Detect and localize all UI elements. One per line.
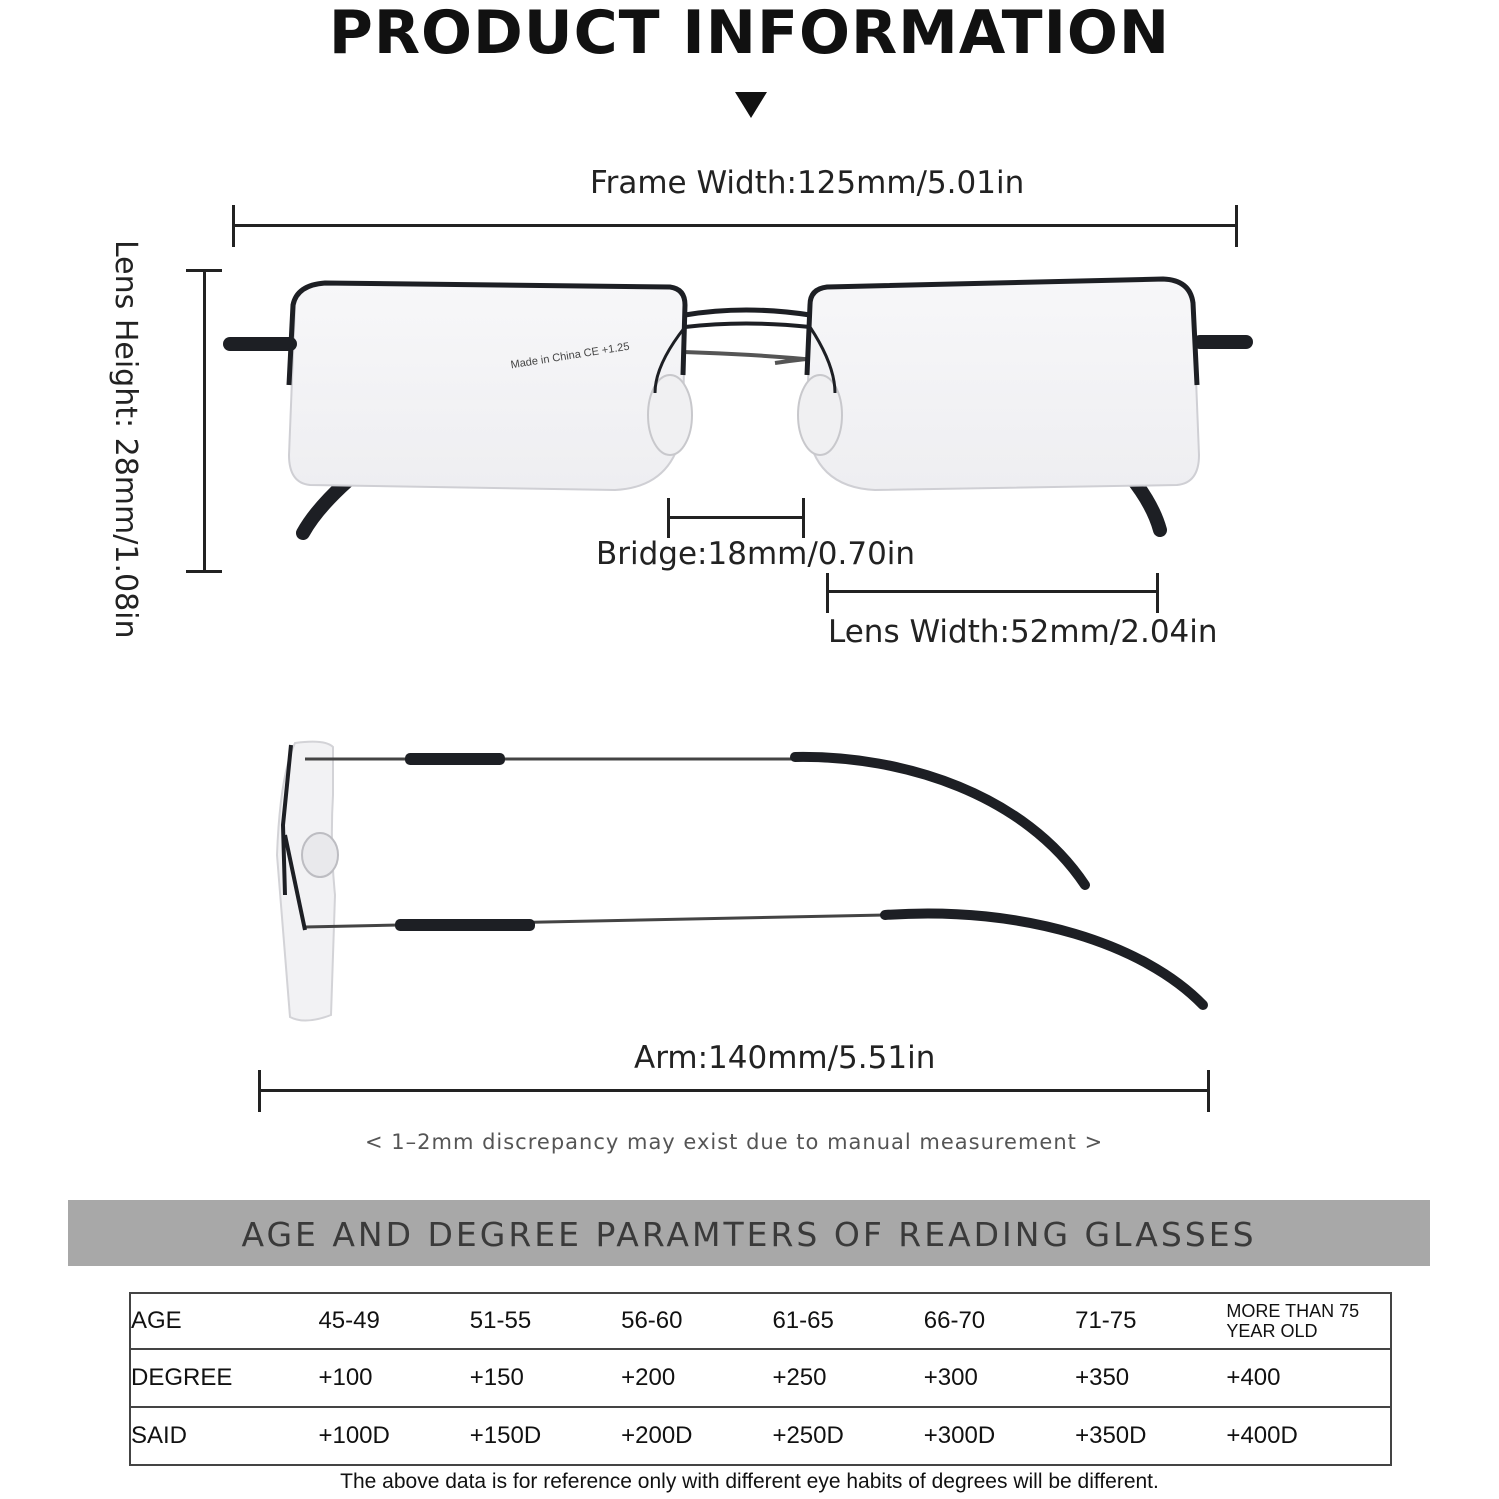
glasses-front-view — [215, 265, 1265, 575]
table-cell: +350D — [1075, 1407, 1226, 1465]
table-cell: MORE THAN 75 YEAR OLD — [1226, 1293, 1391, 1349]
age-degree-table — [129, 1292, 1392, 1466]
lens-width-label: Lens Width:52mm/2.04in — [828, 614, 1218, 650]
table-cell: +150D — [470, 1407, 621, 1465]
table-cell: 71-75 — [1075, 1293, 1226, 1349]
arm-tick-left — [258, 1070, 261, 1112]
table-cell: +100D — [282, 1407, 469, 1465]
row-label: DEGREE — [130, 1349, 282, 1407]
table-cell: +200 — [621, 1349, 772, 1407]
table-cell: +300 — [924, 1349, 1075, 1407]
table-cell: +100 — [282, 1349, 469, 1407]
arm-line — [260, 1089, 1210, 1092]
table-cell: +400 — [1226, 1349, 1391, 1407]
frame-width-tick-right — [1235, 205, 1238, 247]
table-cell: +200D — [621, 1407, 772, 1465]
table-row — [130, 1349, 1391, 1407]
row-label: AGE — [130, 1293, 282, 1349]
arm-tick-right — [1207, 1070, 1210, 1112]
lens-height-line — [203, 270, 206, 572]
frame-width-tick-left — [232, 205, 235, 247]
frame-width-line — [233, 224, 1238, 227]
page-title: PRODUCT INFORMATION — [328, 0, 1171, 68]
table-cell: 56-60 — [621, 1293, 772, 1349]
bridge-tick-left — [667, 498, 670, 538]
lens-height-label: Lens Height: 28mm/1.08in — [108, 240, 143, 639]
lens-width-tick-right — [1156, 573, 1159, 613]
table-cell: 66-70 — [924, 1293, 1075, 1349]
bridge-label: Bridge:18mm/0.70in — [596, 536, 916, 572]
table-cell: 61-65 — [772, 1293, 923, 1349]
glasses-side-view — [265, 735, 1225, 1035]
row-label: SAID — [130, 1407, 282, 1465]
table-cell: 45-49 — [282, 1293, 469, 1349]
table-cell: +400D — [1226, 1407, 1391, 1465]
table-cell: 51-55 — [470, 1293, 621, 1349]
footer-disclaimer: The above data is for reference only with different eye habits of degrees will be different. — [340, 1470, 1159, 1493]
table-cell: +300D — [924, 1407, 1075, 1465]
table-row — [130, 1407, 1391, 1465]
table-cell: +150 — [470, 1349, 621, 1407]
arm-label: Arm:140mm/5.51in — [634, 1040, 936, 1076]
measurement-note: < 1–2mm discrepancy may exist due to manual measurement > — [365, 1130, 1104, 1154]
lens-width-line — [828, 590, 1158, 593]
frame-width-label: Frame Width:125mm/5.01in — [590, 165, 1025, 201]
table-cell: +250D — [772, 1407, 923, 1465]
down-arrow-icon — [735, 92, 767, 118]
lens-width-tick-left — [826, 573, 829, 613]
temple-print: Made in China CE +1.25 — [509, 340, 631, 372]
bridge-tick-right — [802, 498, 805, 538]
table-cell: +250 — [772, 1349, 923, 1407]
section-title: AGE AND DEGREE PARAMTERS OF READING GLASSES — [241, 1215, 1257, 1254]
table-cell: +350 — [1075, 1349, 1226, 1407]
table-row — [130, 1293, 1391, 1349]
bridge-line — [668, 516, 805, 519]
